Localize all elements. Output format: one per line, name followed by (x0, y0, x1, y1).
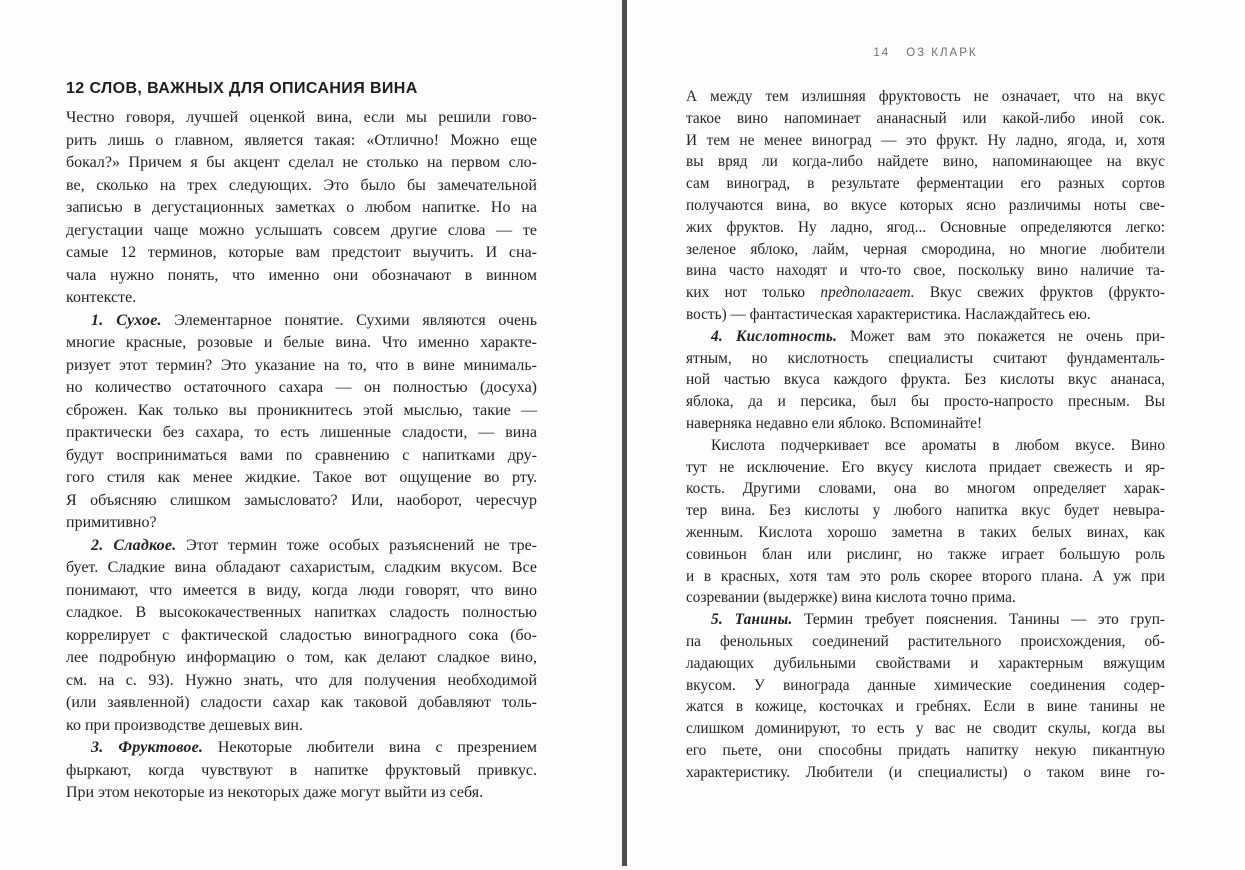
text-line: яблока, да и персика, был бы просто-напросто пресным. Вы (686, 393, 1165, 411)
text-line: ких нот только предполагает. Вкус свежих фруктов (фрукто- (686, 284, 1165, 302)
text-line: лее подробную информацию о том, как делают сладкое вино, (66, 649, 537, 666)
text-line: рить лишь о главном, является такая: «Отлично! Можно еще (66, 131, 537, 149)
text-line: ной частью вкуса каждого фрукта. Без кислоты вкус ананаса, (686, 371, 1165, 389)
text-line: 5. Танины. Термин требует пояснения. Танины — это груп- (711, 611, 1166, 629)
text-line: понимают, что имеется в виду, когда люди говорят, что вино (66, 581, 537, 599)
text-line: его пьете, они способны придать напитку некую пикантную (686, 741, 1165, 759)
text-line: сладкое. В высококачественных напитках сладость полностью (66, 604, 537, 621)
text-line: сам виноград, в результате ферментации его разных сортов (686, 175, 1165, 193)
text-line: женным. Кислота хорошо заметна в таких белых винах, как (686, 523, 1165, 541)
page-gutter-divider (622, 0, 627, 866)
text-line: многие красные, розовые и белые вина. Что именно характе- (66, 334, 537, 351)
text-line: характеристику. Любители (и специалисты) о таком вине го- (686, 763, 1165, 781)
text-line: гого стиля как менее жидкие. Такое вот ощущение во рту. (66, 469, 537, 486)
running-header (686, 46, 1165, 60)
text-line: ризует этот термин? Это указание на то, что в вине минималь- (66, 356, 537, 374)
text-line: Честно говоря, лучшей оценкой вина, если мы решили гово- (66, 109, 537, 126)
running-title: ОЗ КЛАРК (906, 47, 978, 59)
text-line: получаются вина, во вкусе которых ясно различимы ноты све- (686, 196, 1165, 214)
text-line: слишком доминируют, то есть у вас не сводит скулы, когда вы (686, 720, 1165, 738)
text-line: Я объясняю слишком замысловато? Или, наоборот, чересчур (66, 491, 537, 509)
text-line: вы вряд ли когда-либо найдете вино, напоминающее на вкус (686, 153, 1165, 171)
text-line: см. на с. 93). Нужно знать, что для получения необходимой (66, 671, 537, 689)
text-line: наверняка недавно ели яблоко. Вспоминайте! (686, 414, 983, 432)
text-line: практически без сахара, то есть лишенные сладости, — вина (66, 424, 537, 441)
text-line: 1. Сухое. Элементарное понятие. Сухими являются очень (91, 311, 537, 329)
text-line: фыркают, когда чувствуют в напитке фруктовый привкус. (66, 761, 537, 779)
left-page-body-text (66, 107, 537, 805)
text-line: сброжен. Как только вы проникнитесь этой мыслью, такие — (66, 401, 537, 419)
text-line: коррелирует с фактической сладостью виноградного сока (бо- (66, 626, 537, 644)
text-line: вость) — фантастическая характеристика. Наслаждайтесь ею. (686, 305, 1091, 323)
text-line: бует. Сладкие вина обладают сахаристым, сладким вкусом. Все (66, 559, 537, 576)
text-line: ятным, но кислотность специалисты считают фундаменталь- (686, 349, 1165, 367)
text-line: тут не исключение. Его вкусу кислота придает свежесть и яр- (686, 458, 1165, 476)
text-line: примитивно? (66, 514, 157, 531)
text-line: При этом некоторые из некоторых даже могут выйти из себя. (66, 784, 484, 801)
text-line: вина часто находят и что-то свое, поскольку вино наличие та- (686, 262, 1165, 280)
text-line: тер вина. Без кислоты у любого напитка вкус будет невыра- (686, 502, 1165, 520)
right-page-body-text (686, 86, 1165, 784)
text-line: но количество остаточного сахара — он полностью (досуха) (66, 379, 537, 396)
text-line: жих фруктов. Ну ладно, ягод... Основные определяются легко: (686, 218, 1165, 236)
text-line: па фенольных соединений растительного происхождения, об- (686, 632, 1165, 650)
text-line: контексте. (66, 289, 137, 306)
text-line: Кислота подчеркивает все ароматы в любом вкусе. Вино (711, 436, 1165, 454)
text-line: 3. Фруктовое. Некоторые любители вина с презрением (91, 739, 538, 756)
text-line: совиньон блан или рислинг, но также играет большую роль (686, 545, 1165, 563)
text-line: 4. Кислотность. Может вам это покажется не очень при- (711, 327, 1165, 345)
text-line: самые 12 терминов, которые вам предстоит выучить. И сна- (66, 244, 537, 261)
text-line: бокал?» Причем я бы акцент сделал не столько на первом сло- (66, 154, 537, 171)
text-line: чала нужно понять, что именно они обозначают в винном (66, 266, 537, 284)
left-page (66, 80, 537, 805)
text-line: (или заявленной) сладости сахар как таковой добавляют толь- (66, 694, 537, 711)
text-line: ладающих дубильными свойствами и характерным вяжущим (686, 654, 1165, 672)
text-line: записью в дегустационных заметках о любом напитке. Но на (66, 199, 537, 216)
text-line: ко при производстве дешевых вин. (66, 716, 303, 734)
text-line: и в красных, хотя там это роль скорее второго плана. А уж при (686, 567, 1165, 585)
text-line: ве, сколько на трех следующих. Это было бы замечательной (66, 176, 537, 194)
text-line: зеленое яблоко, лайм, черная смородина, но многие любители (686, 240, 1165, 258)
text-line: будут восприниматься вами по сравнению с напитками дру- (66, 446, 537, 464)
text-line: кость. Другими словами, она во многом определяет харак- (686, 480, 1165, 498)
text-line: вкусом. У винограда данные химические соединения содер- (686, 676, 1165, 694)
right-page (686, 46, 1165, 784)
text-line: созревании (выдержке) вина кислота точно прима. (686, 589, 1016, 607)
page-number: 14 (873, 47, 891, 59)
text-line: такое вино напоминает ананасный или какой-либо иной сок. (686, 109, 1165, 127)
text-line: жатся в кожице, косточках и гребнях. Если в вине танины не (686, 698, 1165, 716)
text-line: И тем не менее виноград — это фрукт. Ну ладно, ягода, и, хотя (686, 131, 1165, 149)
text-line: А между тем излишняя фруктовость не означает, что на вкус (686, 88, 1165, 105)
text-line: дегустации чаще можно услышать совсем другие слова — те (66, 221, 537, 239)
section-heading: 12 СЛОВ, ВАЖНЫХ ДЛЯ ОПИСАНИЯ ВИНА (66, 80, 418, 97)
text-line: 2. Сладкое. Этот термин тоже особых разъяснений не тре- (91, 536, 538, 554)
